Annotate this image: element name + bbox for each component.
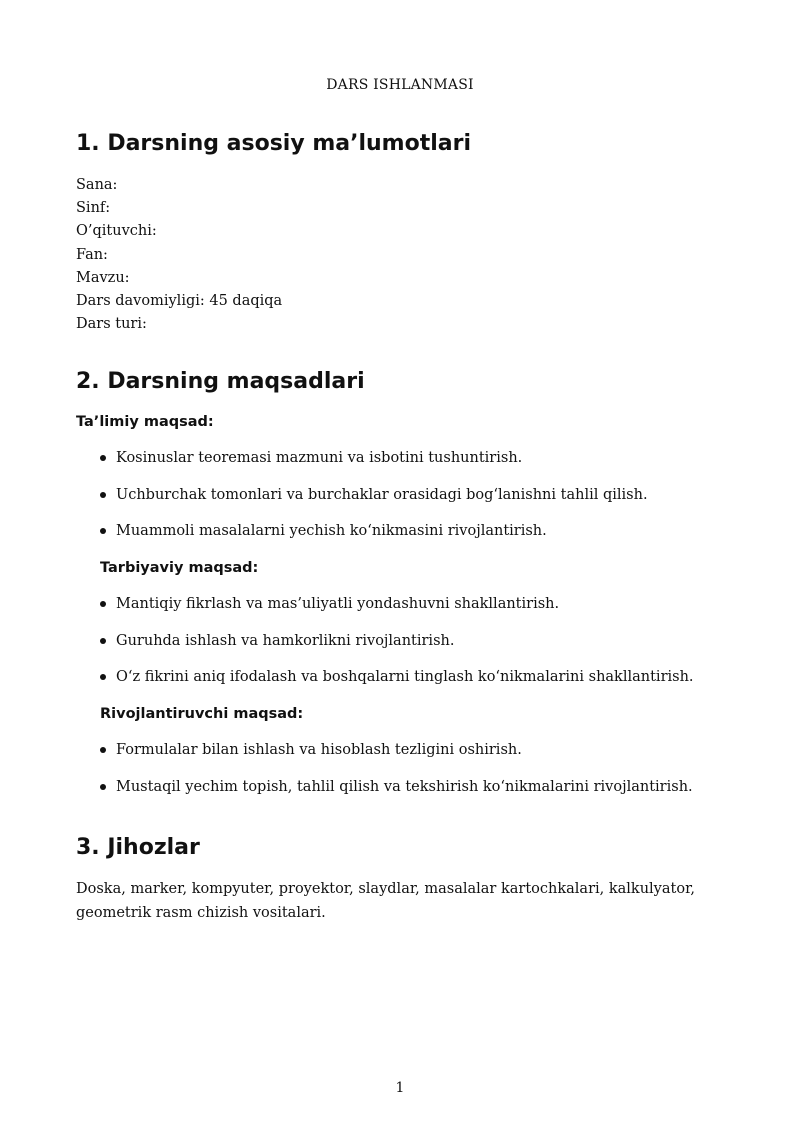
bullet-icon (100, 528, 106, 534)
section-heading: 3. Jihozlar (76, 835, 200, 860)
list-item: Formulalar bilan ishlash va hisoblash tezligini oshirish. (100, 739, 736, 761)
objective-list (100, 739, 736, 798)
info-field-subject: Fan: (76, 246, 108, 263)
section-objectives (76, 367, 736, 813)
section-equipment (76, 833, 736, 925)
info-field-date: Sana: (76, 177, 118, 193)
bullet-icon (100, 747, 106, 753)
objective-label: Tarbiyaviy maqsad: (100, 560, 259, 577)
info-field-topic: Mavzu: (76, 269, 130, 286)
section-basic-info (76, 129, 736, 336)
objective-group-developmental (100, 703, 736, 798)
list-item: Mustaqil yechim topish, tahlil qilish va tekshirish ko‘nikmalarini rivojlantirish. (100, 776, 736, 798)
bullet-icon (100, 638, 106, 644)
objective-group-educational (76, 411, 736, 542)
list-item: O‘z fikrini aniq ifodalash va boshqalarni tinglash ko‘nikmalarini shakllantirish. (100, 666, 736, 688)
bullet-icon (100, 455, 106, 461)
list-item: Kosinuslar teoremasi mazmuni va isbotini tushuntirish. (100, 447, 736, 469)
equipment-paragraph: Doska, marker, kompyuter, proyektor, slaydlar, masalalar kartochkalari, kalkulyator, geometrik rasm chizish vositalari. (76, 881, 696, 921)
objective-list (100, 447, 736, 542)
list-item: Muammoli masalalarni yechish ko‘nikmasini rivojlantirish. (100, 520, 736, 542)
bullet-icon (100, 492, 106, 498)
list-item: Guruhda ishlash va hamkorlikni rivojlantirish. (100, 630, 736, 652)
list-item: Uchburchak tomonlari va burchaklar orasidagi bog‘lanishni tahlil qilish. (100, 484, 736, 506)
info-field-class: Sinf: (76, 200, 111, 217)
info-field-duration: Dars davomiyligi: 45 daqiqa (76, 293, 283, 310)
objective-group-upbringing (100, 557, 736, 688)
page-number: 1 (395, 1080, 405, 1096)
objective-label: Ta’limiy maqsad: (76, 414, 214, 430)
bullet-icon (100, 601, 106, 607)
bullet-icon (100, 674, 106, 680)
list-item: Mantiqiy fikrlash va mas’uliyatli yondashuvni shakllantirish. (100, 593, 736, 615)
section-heading: 1. Darsning asosiy ma’lumotlari (76, 131, 472, 156)
objective-list (100, 593, 736, 688)
info-field-list (76, 174, 736, 336)
section-heading: 2. Darsning maqsadlari (76, 369, 365, 394)
bullet-icon (100, 784, 106, 790)
objective-label: Rivojlantiruvchi maqsad: (100, 706, 304, 723)
info-field-lesson-type: Dars turi: (76, 316, 147, 333)
document-title: DARS ISHLANMASI (326, 77, 474, 93)
info-field-teacher: O’qituvchi: (76, 223, 157, 240)
